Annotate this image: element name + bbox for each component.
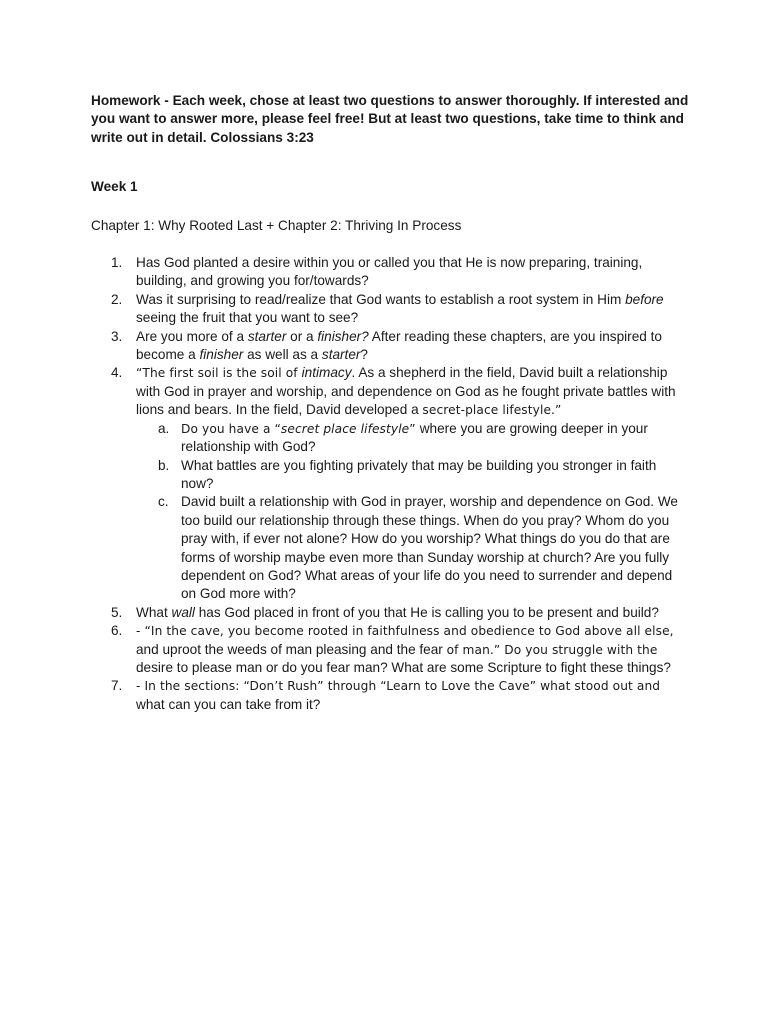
text-run: as well as a bbox=[243, 347, 322, 363]
text-run: seeing the fruit that you want to see? bbox=[136, 310, 359, 326]
question-text bbox=[136, 622, 691, 677]
question-text: Has God planted a desire within you or called you that He is now preparing, training, building, and growing you for/towards? bbox=[136, 255, 643, 289]
emphasis-starter: starter bbox=[321, 347, 361, 363]
quote-run: “The first soil is the soil of bbox=[136, 366, 302, 381]
sub-question-text: What battles are you fighting privately that may be building you stronger in faith now? bbox=[181, 457, 657, 491]
question-6 bbox=[91, 622, 691, 677]
quote-run: secret-place lifestyle.” bbox=[422, 403, 562, 418]
text-run: What bbox=[136, 604, 172, 620]
emphasis-finisher: finisher? bbox=[317, 328, 369, 344]
question-number: 2. bbox=[111, 291, 123, 307]
question-number: 7. bbox=[111, 678, 123, 694]
sub-question-text bbox=[181, 420, 691, 457]
text-run: Was it surprising to read/realize that God wants to establish a root system in Him bbox=[136, 291, 626, 307]
sub-question-letter: a. bbox=[158, 420, 170, 436]
question-text bbox=[136, 291, 691, 328]
question-1 bbox=[91, 254, 691, 291]
text-run: where you are growing deeper in your relationship with God? bbox=[181, 420, 648, 455]
text-run: Do you have a “ bbox=[181, 421, 281, 436]
question-text bbox=[136, 328, 691, 365]
question-7 bbox=[91, 677, 691, 714]
quote-run: - In the sections: “Don’t Rush” through “Learn to Love the Cave” what stood out and bbox=[136, 679, 661, 694]
emphasis-before: before bbox=[625, 291, 664, 307]
text-run: and uproot the weeds of man pleasing and the fear bbox=[136, 641, 447, 657]
question-5 bbox=[91, 604, 691, 622]
question-list bbox=[91, 254, 691, 714]
document-page bbox=[91, 92, 691, 714]
chapter-title: Chapter 1: Why Rooted Last + Chapter 2: Thriving In Process bbox=[91, 217, 462, 233]
sub-question-list bbox=[136, 420, 691, 604]
emphasis-finisher: finisher bbox=[199, 347, 244, 363]
text-run: or a bbox=[286, 328, 318, 344]
question-text bbox=[136, 677, 691, 714]
text-run: After reading these chapters, are you inspired to become a bbox=[136, 328, 662, 363]
text-run: Are you more of a bbox=[136, 328, 248, 344]
sub-question-text: David built a relationship with God in prayer, worship and dependence on God. We too build our relationship through these things. When do you pray? Whom do you pray with, if ever not alone? How do you worship? What things do you do that are forms of worship maybe even more than Sunday worship at church? Are you fully dependent on God? What areas of your life do you need to surrender and depend on God more with? bbox=[181, 494, 678, 602]
text-run: what can you can take from it? bbox=[136, 696, 321, 712]
emphasis-wall: wall bbox=[171, 604, 195, 620]
sub-question-b bbox=[136, 457, 691, 494]
question-3 bbox=[91, 328, 691, 365]
sub-question-a bbox=[136, 420, 691, 457]
homework-intro: Homework - Each week, chose at least two questions to answer thoroughly. If interested and you want to answer more, please feel free! But at least two questions, take time to think and write out in detail. Colossians 3:23 bbox=[91, 93, 689, 145]
question-number: 4. bbox=[111, 365, 123, 381]
question-number: 3. bbox=[111, 328, 123, 344]
quote-run: - “In the cave, you become rooted in faithfulness and obedience to God above all else, bbox=[136, 624, 674, 639]
question-number: 1. bbox=[111, 255, 123, 271]
text-run: ” bbox=[409, 421, 420, 436]
text-run: desire to please man or do you fear man? What are some Scripture to fight these things? bbox=[136, 659, 671, 675]
text-run: ? bbox=[360, 347, 368, 363]
sub-question-letter: c. bbox=[158, 494, 169, 510]
question-4 bbox=[91, 364, 691, 603]
text-run: . As a shepherd in the field, David built a relationship with God in prayer and worship, and dependence on God as he fought private battles with lions and bears. In the field, David developed a bbox=[136, 365, 676, 418]
question-text bbox=[136, 364, 691, 419]
text-run: has God placed in front of you that He is calling you to be present and build? bbox=[194, 604, 659, 620]
question-2 bbox=[91, 291, 691, 328]
week-heading: Week 1 bbox=[91, 179, 138, 195]
emphasis-starter: starter bbox=[247, 328, 287, 344]
question-number: 6. bbox=[111, 623, 123, 639]
sub-question-letter: b. bbox=[158, 457, 170, 473]
question-number: 5. bbox=[111, 604, 123, 620]
sub-question-c bbox=[136, 493, 691, 603]
quote-run: of man.” Do you struggle with the bbox=[446, 642, 658, 657]
emphasis-intimacy: intimacy bbox=[301, 365, 352, 381]
emphasis-secret-place: secret place lifestyle bbox=[280, 421, 410, 436]
question-text bbox=[136, 604, 691, 622]
